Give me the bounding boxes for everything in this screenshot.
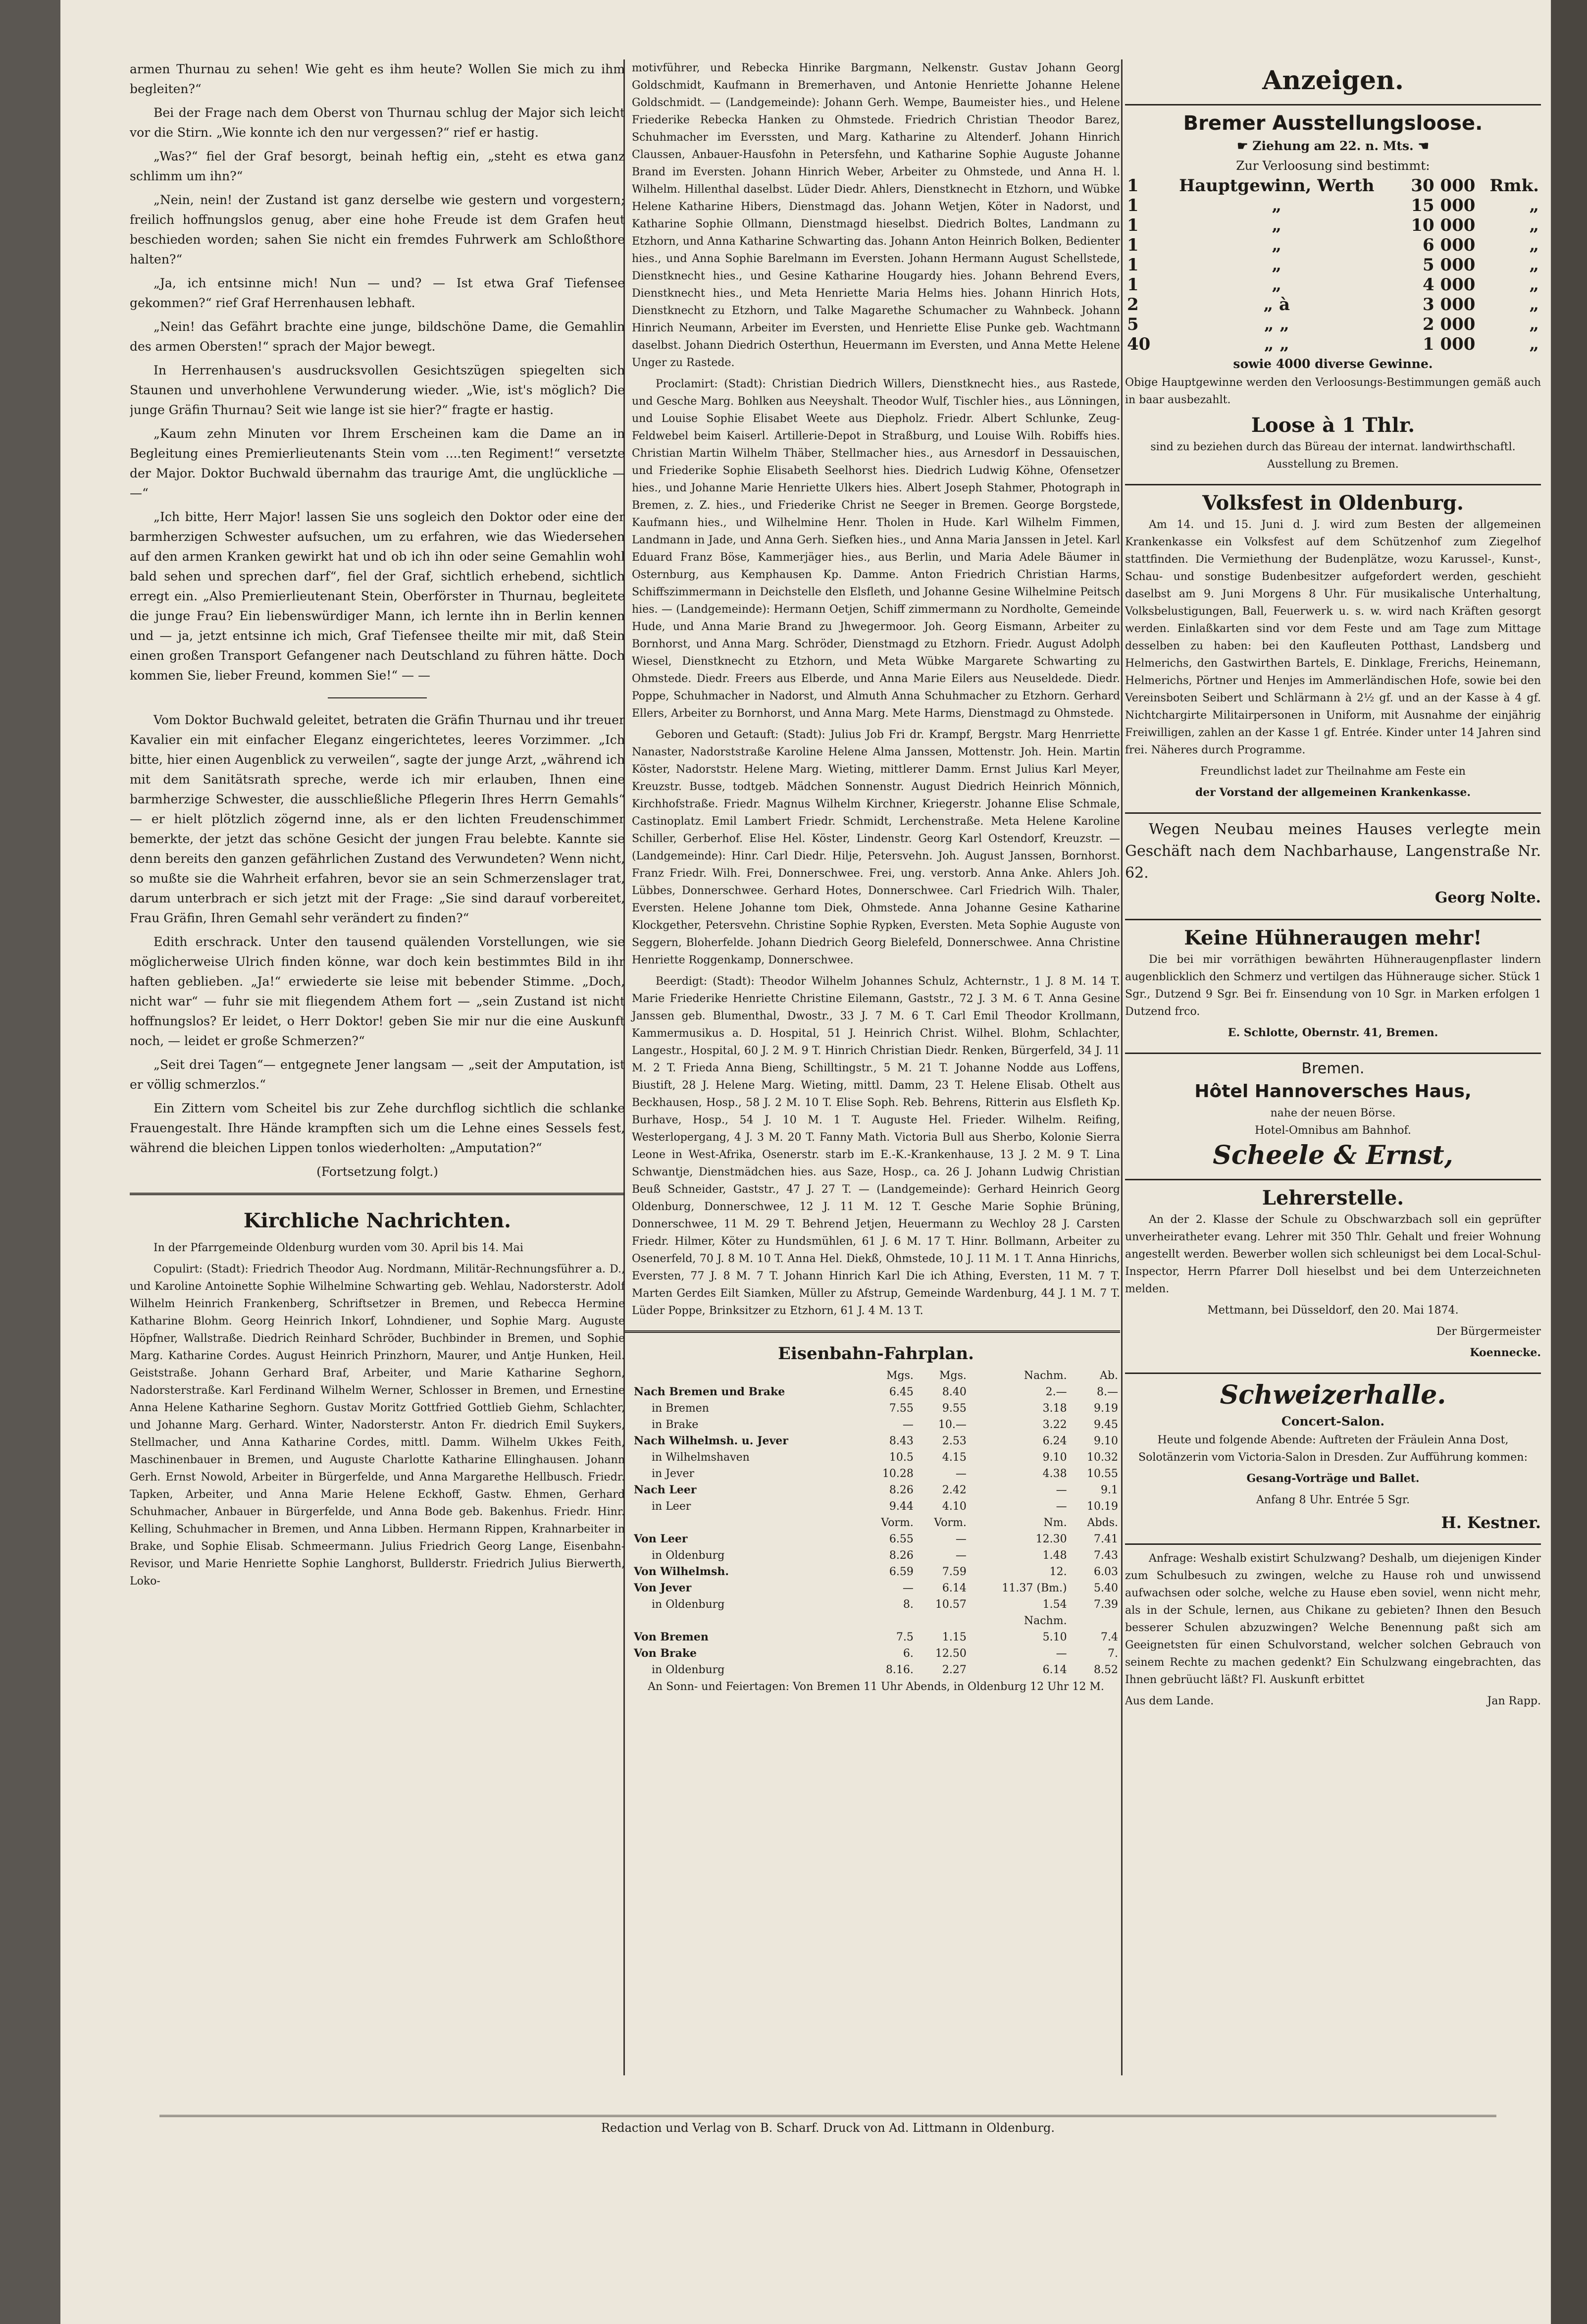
timetable-header-cell: Nachm. [1024, 1615, 1067, 1627]
corn-plaster-text: Die bei mir vorräthigen bewährten Hühneraugenpflaster lindern augenblicklich den Schmerz und vertilgen das Hühnerauge sicher. Stück 1 Sgr., Dutzend 9 Sgr. Bei fr. Einsendung von 10 Sgr. in Marken erfolgen 1 Dutzend frco. [1125, 953, 1541, 1018]
prize-row [1125, 235, 1541, 255]
column-left [130, 59, 625, 2100]
lottery-price: Loose à 1 Thlr. [1251, 414, 1415, 437]
teacher-text: An der 2. Klasse der Schule zu Obschwarzbach soll ein geprüfter unverheiratheter evang. Lehrer mit 350 Thlr. Gehalt und freier Wohnung angestellt werden. Bewerber wollen sich schleunigst bei dem Local-Schul-Inspector, Herrn Pfarrer Doll hieselbst und bei dem Unterzeichneten melden. [1125, 1214, 1541, 1295]
prize-cell: Hauptgewinn, Werth [1179, 176, 1375, 196]
timetable-row [632, 1433, 1120, 1449]
hotel-name: Hôtel Hannoversches Haus, [1194, 1081, 1472, 1102]
timetable-header-cell [863, 1613, 916, 1629]
festival-sign: der Vorstand der allgemeinen Krankenkasse. [1195, 786, 1471, 799]
concert-title: Schweizerhalle. [1220, 1380, 1446, 1410]
story-paragraph: „Was?“ fiel der Graf besorgt, beinah heftig ein, „steht es etwa ganz schlimm um ihn?“ [130, 149, 625, 183]
corn-plaster-sign: E. Schlotte, Obernstr. 41, Bremen. [1228, 1026, 1438, 1039]
story-paragraph: armen Thurnau zu sehen! Wie geht es ihm heute? Wollen Sie mich zu ihm begleiten?“ [130, 62, 625, 96]
relocation-text: Wegen Neubau meines Hauses verlegte mein Geschäft nach dem Nachbarhause, Langenstraße Nr. 62. [1125, 821, 1541, 882]
prize-cell: „ [1272, 215, 1282, 235]
story-paragraph: Bei der Frage nach dem Oberst von Thurnau schlug der Major sich leicht vor die Stirn. „Wie konnte ich den nur vergessen?“ rief er hastig. [130, 106, 625, 140]
timetable-time: 9.45 [1094, 1419, 1118, 1431]
teacher-mayor: Der Bürgermeister [1436, 1325, 1541, 1338]
timetable-route: Von Wilhelmsh. [634, 1565, 729, 1578]
timetable-route: in Jever [652, 1468, 695, 1480]
story-paragraph: Ein Zittern vom Scheitel bis zur Zehe durchflog sichtlich die schlanke Frauengestalt. Ihre Hände krampften sich um die Lehne eines Sessels fest, während die bleichen Lippen tonlos wiederholten: „Amputation?“ [130, 1101, 625, 1155]
church-intro: In der Pfarrgemeinde Oldenburg wurden vom 30. April bis 14. Mai [154, 1242, 523, 1254]
timetable-time: 9.55 [942, 1402, 967, 1415]
continued-note: (Fortsetzung folgt.) [316, 1164, 438, 1179]
prize-row [1125, 295, 1541, 315]
prize-cell: 30 000 [1411, 176, 1476, 196]
serial-story [130, 59, 625, 1182]
timetable-row [632, 1417, 1120, 1433]
prize-cell: 40 [1127, 334, 1151, 354]
relocation-ad [1125, 814, 1541, 920]
timetable-header-row [632, 1613, 1120, 1629]
timetable-time: — [955, 1468, 967, 1480]
prize-cell: „ [1529, 315, 1539, 334]
timetable-route: Von Leer [634, 1532, 688, 1545]
story-paragraph: Edith erschrack. Unter den tausend quälenden Vorstellungen, wie sie möglicherweise Ulrich finden könne, war doch kein bestimmtes Bild in ihr haften geblieben. „Ja!“ erwiederte sie leise mit bebender Stimme. „Doch, nicht war“ — fuhr sie mit fliegendem Athem fort — „sein Zustand ist nicht hoffnungslos? Er leidet, o Herr Doktor! geben Sie mir nur die eine Auskunft noch, — leidet er große Schmerzen?“ [130, 935, 625, 1048]
prize-row [1125, 255, 1541, 275]
timetable-time: 10.32 [1087, 1451, 1118, 1464]
timetable-time: 12.50 [935, 1647, 967, 1660]
timetable-row [632, 1564, 1120, 1580]
timetable-title: Eisenbahn-Fahrplan. [778, 1344, 974, 1364]
concert-subtitle: Concert-Salon. [1281, 1414, 1385, 1428]
corn-plaster-ad [1125, 920, 1541, 1054]
timetable-time: 2.— [1045, 1386, 1067, 1398]
timetable-route: in Wilhelmshaven [652, 1451, 750, 1464]
story-paragraph: Vom Doktor Buchwald geleitet, betraten die Gräfin Thurnau und ihr treuer Kavalier ein mit einfacher Eleganz eingerichtetes, leeres Vorzimmer. „Ich bitte, hier einen Augenblick zu verweilen“, sagte der junge Arzt, „während ich mit dem Sanitätsrath spreche, werde ich mir erlauben, Ihnen eine barmherzige Schwester, die ausschließliche Pflegerin Ihres Herrn Gemahls“ — er hielt plötzlich zögernd inne, als er den lichten Freudenschimmer bemerkte, der jetzt das schöne Gesicht der jungen Frau belebte. Kannte sie denn bereits den ganzen gefährlichen Zustand des Verwundeten? Wenn nicht, so mußte sie die Wahrheit erfahren, bevor sie an sein Schmerzenslager trat, darum unterbrach er sich jetzt mit der Frage: „Sie sind darauf vorbereitet, Frau Gräfin, Ihren Gemahl sehr verändert zu finden?“ [130, 713, 625, 925]
timetable-time: 9.10 [1042, 1451, 1067, 1464]
section-divider [625, 1330, 1120, 1333]
timetable-header-cell: Abds. [1087, 1517, 1118, 1529]
timetable-time: 8.26 [889, 1484, 914, 1496]
prize-table [1125, 176, 1541, 354]
prize-cell: Rmk. [1489, 176, 1539, 196]
teacher-ad [1125, 1180, 1541, 1374]
teacher-place: Mettmann, bei Düsseldorf, den 20. Mai 1874. [1207, 1304, 1459, 1317]
lottery-where: sind zu beziehen durch das Büreau der internat. landwirthschaftl. Ausstellung zu Bremen. [1150, 441, 1516, 471]
timetable-time: 3.22 [1042, 1419, 1067, 1431]
timetable-time: 7.43 [1094, 1549, 1118, 1562]
timetable-row [632, 1384, 1120, 1400]
timetable-time: 1.48 [1042, 1549, 1067, 1562]
prize-cell: „ à [1263, 295, 1290, 315]
timetable-route: Nach Bremen und Brake [634, 1385, 785, 1398]
timetable-time: 8. [903, 1598, 914, 1611]
timetable-time: 3.18 [1042, 1402, 1067, 1415]
prize-cell: 1 [1127, 176, 1139, 196]
timetable-time: — [1056, 1500, 1067, 1513]
timetable-time: 10.28 [882, 1468, 914, 1480]
story-paragraph: „Ja, ich entsinne mich! Nun — und? — Ist etwa Graf Tiefensee gekommen?“ rief Graf Herrenhausen lebhaft. [130, 276, 625, 310]
corn-plaster-title: Keine Hühneraugen mehr! [1184, 926, 1482, 950]
prize-cell: 5 [1127, 315, 1139, 334]
prize-cell: 1 [1127, 215, 1139, 235]
timetable-time: 12.30 [1035, 1533, 1067, 1545]
timetable-header-cell: Mgs. [939, 1370, 967, 1382]
prize-cell: „ [1529, 235, 1539, 255]
timetable-time: 8.16. [885, 1664, 914, 1676]
column-middle [625, 59, 1120, 2100]
timetable-time: 6.03 [1094, 1566, 1118, 1578]
query-sign: Jan Rapp. [1487, 1695, 1541, 1707]
festival-text: Am 14. und 15. Juni d. J. wird zum Besten der allgemeinen Krankenkasse ein Volksfest auf dem Schützenhof zum Ziegelhof stattfinden. Die Vermiethung der Budenplätze, wozu Karussel-, Kunst-, Schau- und sonstige Budenbesitzer aufgefordert werden, geschieht daselbst am 9. Juni Morgens 8 Uhr. Für musikalische Unterhaltung, Volksbelustigungen, Ball, Feuerwerk u. s. w. wird nach Kräften gesorgt werden. Einlaßkarten sind vor dem Feste und am Tage zum Mittage desselben zu haben: bei den Kaufleuten Potthast, Landsberg und Helmerichs, den Gastwirthen Bartels, E. Dinklage, Frerichs, Heinemann, Helmerichs, Pörtner und Henjes im Ammerländischen Hofe, sowie bei den Vereinsboten Seibert und Schlärmann à 2½ gf. und an der Kasse à 4 gf. Nichtchargirte Militairpersonen in Uniform, mit Ausnahme der einjährig Freiwilligen, zahlen an der Kasse 1 gf. Entrée. Kinder unter 14 Jahren sind frei. Näheres durch Programme. [1125, 519, 1541, 756]
concert-sign: H. Kestner. [1441, 1513, 1541, 1532]
concert-ad [1125, 1374, 1541, 1545]
timetable-time: — [902, 1582, 914, 1594]
query-footer [1125, 1692, 1541, 1710]
proclamation-text: Proclamirt: (Stadt): Christian Diedrich Willers, Dienstknecht hies., aus Rastede, und Gesche Marg. Bohlken aus Neeyshalt. Theodor Wulf, Tischler hies., aus Lönningen, und Louise Sophie Elisabet Weete aus Diepholz. Friedr. Albert Schlunke, Zeug-Feldwebel beim Kaiserl. Artillerie-Depot in Straßburg, und Louise Wilh. Robiffs hies. Christian Martin Wilhelm Thäber, Stellmacher hies., aus Arnesdorf in Dessauischen, und Friederike Sophie Elisabeth Seelhorst hies. Diedrich Ludwig Köhne, Ofensetzer hies., und Johanne Marie Henriette Ulkers hies. Albert Joseph Stahmer, Photograph in Bremen, z. Z. hies., und Friederike Christ ne Seeger in Bremen. George Borgstede, Kaufmann hies., und Wilhelmine Henr. Tholen in Hude. Karl Wilhelm Fimmen, Landmann in Jade, und Anna Gerh. Siefken hies., und Anna Maria Janssen in Jetel. Karl Eduard Franz Böse, Kammerjäger hies., aus Berlin, und Maria Adele Bäumer in Osternburg, aus Kemphausen Kp. Damme. Anton Friedrich Christian Harms, Schiffszimmermann in Deichstelle den Elsfleth, und Johanne Gesine Wilhelmine Peitsch hies. — (Landgemeinde): Hermann Oetjen, Schiff zimmermann zu Nordholte, Gemeinde Hude, und Anna Marie Brand zu Jhwegermoor. Joh. Georg Eismann, Arbeiter zu Bornhorst, und Anna Marg. Schröder, Dienstmagd zu Etzhorn. Friedr. August Adolph Wiesel, Dienstknecht zu Etzhorn, und Meta Wübke Margarete Schwarting zu Ohmstede. Diedr. Freers aus Elberde, und Anna Marie Eilers aus Neuseldede. Diedr. Poppe, Schuhmacher in Nadorst, und Almuth Anna Schuhmacher zu Etzhorn. Gerhard Ellers, Arbeiter zu Bornhorst, und Anna Marg. Mete Harms, Dienstmagd zu Ohmstede. [632, 378, 1120, 720]
timetable-time: 9.44 [889, 1500, 914, 1513]
lottery-note: Obige Hauptgewinne werden den Verloosungs-Bestimmungen gemäß auch in baar ausbezahlt. [1125, 376, 1541, 406]
timetable-note: An Sonn- und Feiertagen: Von Bremen 11 Uhr Abends, in Oldenburg 12 Uhr 12 M. [648, 1681, 1104, 1693]
prize-cell: 2 000 [1422, 315, 1476, 334]
timetable-time: 5.10 [1042, 1631, 1067, 1643]
prize-cell: „ „ [1264, 334, 1289, 354]
timetable-route: Von Bremen [634, 1631, 709, 1643]
timetable-time: — [902, 1419, 914, 1431]
column-right [1125, 59, 1541, 2100]
timetable-time: 6.14 [942, 1582, 967, 1594]
church-text: Copulirt: (Stadt): Friedrich Theodor Aug. Nordmann, Militär-Rechnungsführer a. D., und Karoline Antoinette Sophie Wilhelmine Schwarting geb. Wehlau, Nadorsterstr. Adolf Wilhelm Heinrich Frankenberg, Schriftsetzer in Bremen, und Rebecca Hermine Katharine Blohm. Georg Heinrich Inkorf, Lohndiener, und Sophie Marg. Auguste Höpfner, Wallstraße. Diedrich Reinhard Schröder, Buchbinder in Bremen, und Sophie Marg. Katharine Cordes. August Heinrich Prinzhorn, Maurer, und Antje Hunken, Heil. Geiststraße. Johann Gerhard Braf, Arbeiter, und Marie Katharine Seghorn, Nadorsterstraße. Karl Ferdinand Wilhelm Werner, Schlosser in Bremen, und Ernestine Anna Helene Katharine Seghorn. Gustav Moritz Gottfried Gottlieb Giehm, Schlachter, und Johanne Marg. Gerhard. Winter, Nadorsterstr. Anton Fr. diedrich Emil Suykers, Stellmacher, und Anna Katharine Cordes, mittl. Damm. Wilhelm Ukkes Feith, Maschinenbauer in Bremen, und Auguste Charlotte Katharine Ellinghausen. Johann Gerh. Ernst Nowold, Arbeiter in Bürgerfelde, und Anna Margarethe Hellbusch. Friedr. Tapken, Arbeiter, und Anna Marie Helene Eckhoff, Gastw. Ehmen, Gerhard Schuhmacher, Anbauer in Bürgerfelde, und Anna Bode geb. Bakenhus. Friedr. Hinr. Kelling, Schuhmacher in Bremen, und Anna Libben. Hermann Rippen, Krahnarbeiter in Brake, und Sophie Elisab. Schmeermann. Julius Friedrich Georg Lange, Eisenbahn-Revisor, und Marie Henriette Sophie Langhorst, Bullderstr. Friedrich Julius Bierwerth, Loko- [130, 1263, 625, 1587]
timetable-row [632, 1547, 1120, 1564]
prize-cell: „ [1529, 295, 1539, 315]
teacher-name: Koennecke. [1470, 1346, 1541, 1359]
prize-cell: „ [1272, 255, 1282, 275]
story-paragraph: „Ich bitte, Herr Major! lassen Sie uns sogleich den Doktor oder eine der barmherzigen Schwester aufsuchen, um zu erfahren, wie das Wiedersehen auf den armen Kranken gewirkt hat und ob ich ihn oder seine Gemahlin wohl bald sehen und sprechen darf“, fiel der Graf, sichtlich erhebend, sichtlich erregt ein. „Also Premierlieutenant Stein, Oberförster in Thurnau, begleitete die junge Frau? Ein liebenswürdiger Mann, ich lernte ihn in Berlin kennen und — ja, jetzt entsinne ich mich, Graf Tiefensee theilte mir mit, daß Stein einen großen Transport Gefangener nach Deutschland zu führen hätte. Doch kommen Sie, lieber Freund, kommen Sie!“ — — [130, 510, 625, 683]
section-divider [328, 697, 427, 698]
timetable-route: in Oldenburg [652, 1664, 725, 1676]
timetable-header-cell [632, 1368, 863, 1384]
prize-row [1125, 334, 1541, 354]
timetable-header-cell [1069, 1613, 1120, 1629]
timetable-route: Von Brake [634, 1647, 697, 1660]
lottery-draw-text: Ziehung am 22. n. Mts. [1252, 139, 1414, 153]
festival-ad [1125, 485, 1541, 814]
timetable-header-cell [632, 1515, 863, 1531]
concert-time: Anfang 8 Uhr. Entrée 5 Sgr. [1256, 1494, 1410, 1506]
timetable-header-cell [916, 1613, 969, 1629]
prize-row [1125, 315, 1541, 334]
prize-row [1125, 215, 1541, 235]
prize-row [1125, 196, 1541, 215]
pointing-hand-icon: ☛ [1237, 139, 1253, 153]
prize-cell: 1 [1127, 235, 1139, 255]
timetable-time: — [955, 1549, 967, 1562]
timetable-time: 7.41 [1094, 1533, 1118, 1545]
timetable-time: 6.59 [889, 1566, 914, 1578]
timetable-time: 10.5 [889, 1451, 914, 1464]
timetable-row [632, 1482, 1120, 1498]
prize-cell: „ [1272, 275, 1282, 295]
timetable-time: 6.55 [889, 1533, 914, 1545]
hotel-city: Bremen. [1301, 1060, 1365, 1077]
timetable-time: 2.53 [942, 1435, 967, 1447]
timetable-table [632, 1368, 1120, 1678]
timetable-row [632, 1531, 1120, 1547]
prize-cell: 1 [1127, 196, 1139, 215]
hotel-owner: Scheele & Ernst, [1213, 1140, 1453, 1170]
timetable-time: 12. [1049, 1566, 1067, 1578]
timetable-time: 8.43 [889, 1435, 914, 1447]
timetable-time: 10.19 [1087, 1500, 1118, 1513]
lottery-title: Bremer Ausstellungsloose. [1183, 112, 1483, 135]
timetable-header-cell: Vorm. [934, 1517, 967, 1529]
story-paragraph: „Nein! das Gefährt brachte eine junge, bildschöne Dame, die Gemahlin des armen Obersten!“ sprach der Major bewegt. [130, 319, 625, 354]
newspaper-page [60, 0, 1551, 2324]
train-timetable [625, 1344, 1120, 1695]
timetable-time: 8.52 [1094, 1664, 1118, 1676]
ads-header [1125, 59, 1541, 106]
timetable-row [632, 1400, 1120, 1417]
timetable-route: Nach Wilhelmsh. u. Jever [634, 1434, 788, 1447]
festival-invite: Freundlichst ladet zur Theilnahme am Feste ein [1200, 765, 1466, 778]
timetable-header-row [632, 1368, 1120, 1384]
church-news [130, 1209, 625, 1590]
story-paragraph: „Kaum zehn Minuten vor Ihrem Erscheinen kam die Dame an in Begleitung eines Premierlieutenants Stein vom ....ten Regiment!“ versetzte der Major. Doktor Buchwald übernahm das traurige Amt, die unglückliche — —“ [130, 426, 625, 500]
timetable-route: in Brake [652, 1419, 699, 1431]
pointing-hand-icon: ☚ [1413, 139, 1429, 153]
prize-cell: 1 [1127, 255, 1139, 275]
festival-title: Volksfest in Oldenburg. [1202, 491, 1464, 515]
timetable-time: — [955, 1533, 967, 1545]
prize-cell: 3 000 [1422, 295, 1476, 315]
scan-edge [1551, 0, 1587, 2324]
relocation-sign: Georg Nolte. [1434, 889, 1541, 906]
prize-cell: 5 000 [1422, 255, 1476, 275]
prize-cell: „ „ [1264, 315, 1289, 334]
prize-cell: 4 000 [1422, 275, 1476, 295]
lottery-ad [1125, 106, 1541, 485]
lottery-draw [1125, 136, 1541, 156]
timetable-header-cell [632, 1613, 863, 1629]
timetable-route: in Bremen [652, 1402, 709, 1415]
burials-text: Beerdigt: (Stadt): Theodor Wilhelm Johannes Schulz, Achternstr., 1 J. 8 M. 14 T. Marie Friederike Henriette Christine Eilemann, Gaststr., 72 J. 3 M. 6 T. Anna Gesine Janssen geb. Blumenthal, Dwostr., 33 J. 7 M. 6 T. Carl Emil Theodor Krollmann, Kammermusikus a. D. Hospital, 51 J. Heinrich Christ. Wilhel. Blohm, Schlachter, Langestr., Hospital, 60 J. 2 M. 9 T. Hinrich Christian Diedr. Renken, Bürgerfeld, 34 J. 11 M. 2 T. Frieda Anna Bieng, Schilltingstr., 5 M. 21 T. Johanne Nodde aus Loffens, Biustift, 28 J. Helene Marg. Wieting, mittl. Damm, 23 T. Helene Elisab. Othelt aus Beckhausen, Hosp., 58 J. 2 M. 10 T. Elise Soph. Reb. Behrens, Ritterin aus Elsfleth Kp. Burhave, Hosp., 54 J. 10 M. 1 T. Auguste Hel. Frieder. Wilhelm. Reifing, Westerlopergang, 4 J. 3 M. 20 T. Fanny Math. Victoria Bull aus Sherbo, Kolonie Sierra Leone in West-Afrika, Osenerstr. starb im E.-K.-Krankenhause, 13 J. 2 M. 9 T. Lina Schwantje, Dienstmädchen hies. aus Saze, Hosp., ca. 26 J. Johann Ludwig Christian Beuß Schneider, Gaststr., 47 J. 27 T. — (Landgemeinde): Gerhard Heinrich Georg Oldenburg, Donnerschwee, 12 J. 11 M. 12 T. Gesche Marie Sophie Brüning, Donnerschwee, 11 M. 29 T. Behrend Jetjen, Heuermann zu Wechloy 28 J. Carsten Friedr. Hilmer, Köter zu Hundsmühlen, 61 J. 6 M. 17 T. Hinr. Bollmann, Arbeiter zu Osenerfeld, 70 J. 8 M. 10 T. Anna Hel. Diekß, Ohmstede, 10 J. 11 M. 1 T. Anna Hinrichs, Eversten, 77 J. 8 M. 7 T. Johann Hinrich Karl Die ich Athing, Eversten, 11 M. 7 T. Marten Gerdes Eilt Siamken, Müller zu Afstrup, Gemeinde Wardenburg, 44 J. 1 M. 7 T. Lüder Poppe, Brinksitzer zu Etzhorn, 61 J. 4 M. 13 T. [632, 975, 1120, 1317]
story-paragraph: In Herrenhausen's ausdrucksvollen Gesichtszügen spiegelten sich Staunen und unverhohlene Verwunderung wieder. „Wie, ist's möglich? Die junge Gräfin Thurnau? Seit wie lange ist sie hier?“ fragte er hastig. [130, 363, 625, 417]
timetable-time: 10.55 [1087, 1468, 1118, 1480]
timetable-row [632, 1580, 1120, 1596]
births-text: Geboren und Getauft: (Stadt): Julius Job Fri dr. Krampf, Bergstr. Marg Henrriette Nanaster, Nadorststraße Karoline Helene Alma Janssen, Mottenstr. Joh. Hein. Martin Köster, Nadorststr. Helene Marg. Wieting, mittlerer Damm. Ernst Julius Karl Meyer, Kreuzstr. Busse, todtgeb. Mädchen Sonnenstr. August Diedrich Heinrich Mönnich, Kirchhofstraße. Friedr. Magnus Wilhelm Kirchner, Kriegerstr. Johanne Elise Schmale, Castinoplatz. Emil Lambert Friedr. Schmidt, Lerchenstraße. Meta Helene Karoline Schiller, Gerberhof. Elise Hel. Köster, Lindenstr. Georg Karl Ostendorf, Kreuzstr. — (Landgemeinde): Hinr. Carl Diedr. Hilje, Petersvehn. Joh. August Janssen, Bornhorst. Franz Friedr. Wilh. Frei, Donnerschwee. Frei, ung. verstorb. Anna Anke. Ahlers Joh. Lübbes, Donnerschwee. Gerhard Hotes, Donnerschwee. Carl Friedrich Wilh. Thaler, Eversten. Helene Johanne tom Diek, Ohmstede. Anna Johanne Gesine Katharine Klockgether, Petersvehn. Christine Sophie Rypken, Eversten. Meta Sophie Auguste von Seggern, Bloherfelde. Johann Diedrich Georg Bielefeld, Donnerschwee. Anna Christine Henriette Roggenkamp, Donnerschwee. [632, 729, 1120, 966]
hotel-omnibus: Hotel-Omnibus am Bahnhof. [1255, 1124, 1411, 1137]
timetable-time: 5.40 [1094, 1582, 1118, 1594]
hotel-ad [1125, 1054, 1541, 1180]
timetable-time: 8.— [1097, 1386, 1118, 1398]
story-paragraph: „Nein, nein! der Zustand ist ganz derselbe wie gestern und vorgestern; freilich hoffnungslos genug, aber eine hohe Freude ist dem Grafen heut beschieden worden; sahen Sie nicht ein fremdes Fuhrwerk am Schloßthore halten?“ [130, 193, 625, 266]
timetable-row [632, 1645, 1120, 1662]
timetable-time: 6.14 [1042, 1664, 1067, 1676]
timetable-time: 10.57 [935, 1598, 967, 1611]
query-notice [1125, 1545, 1541, 1710]
concert-text: Heute und folgende Abende: Auftreten der Fräulein Anna Dost, Solotänzerin vom Victoria-Salon in Dresden. Zur Aufführung kommen: [1138, 1434, 1528, 1464]
timetable-time: 9.10 [1094, 1435, 1118, 1447]
timetable-header-row [632, 1515, 1120, 1531]
section-divider [130, 1193, 625, 1195]
timetable-time: 11.37 (Bm.) [1002, 1582, 1067, 1594]
concert-program: Gesang-Vorträge und Ballet. [1246, 1472, 1420, 1485]
timetable-time: 9.1 [1101, 1484, 1118, 1496]
timetable-time: 1.15 [942, 1631, 967, 1643]
timetable-route: Von Jever [634, 1582, 692, 1594]
timetable-time: 2.42 [942, 1484, 967, 1496]
timetable-route: in Oldenburg [652, 1598, 725, 1611]
ads-title: Anzeigen. [1262, 65, 1404, 96]
lottery-intro: Zur Verloosung sind bestimmt: [1236, 158, 1430, 173]
prize-cell: „ [1529, 275, 1539, 295]
timetable-time: 1.54 [1042, 1598, 1067, 1611]
prize-cell: „ [1529, 334, 1539, 354]
column-rule [1121, 59, 1123, 2075]
timetable-header-cell: Mgs. [886, 1370, 914, 1382]
query-text: Anfrage: Weshalb existirt Schulzwang? Deshalb, um diejenigen Kinder zum Schulbesuch zu zwingen, welche zu Hause roh und unwissend aufwachsen oder solche, welche zu Hause eben soviel, wenn nicht mehr, als in der Schule, lernen, aus Chikane zu gebieten? Ihnen den Besuch besserer Schulen abzuzwingen? Welche Benennung paßt sich am Geeignetsten für einen Schulvorstand, welcher solchen Gebrauch von seinem Rechte zu machen gedenkt? Ein Schulzwang eingebrachten, das Ihnen gebrüucht läßt? Fl. Auskunft erbittet [1125, 1552, 1541, 1686]
timetable-time: 4.15 [942, 1451, 967, 1464]
prize-row [1125, 275, 1541, 295]
prize-cell: 1 000 [1422, 334, 1476, 354]
hotel-location: nahe der neuen Börse. [1270, 1107, 1396, 1119]
timetable-route: in Oldenburg [652, 1549, 725, 1562]
timetable-row [632, 1629, 1120, 1645]
timetable-row [632, 1596, 1120, 1613]
timetable-header-cell: Nachm. [1024, 1370, 1067, 1382]
timetable-time: — [1056, 1484, 1067, 1496]
timetable-time: — [1056, 1647, 1067, 1660]
prize-cell: „ [1529, 215, 1539, 235]
timetable-time: 6.45 [889, 1386, 914, 1398]
prize-cell: 1 [1127, 275, 1139, 295]
prize-row [1125, 176, 1541, 196]
timetable-row [632, 1466, 1120, 1482]
lottery-more: sowie 4000 diverse Gewinne. [1233, 357, 1433, 371]
query-from: Aus dem Lande. [1125, 1695, 1214, 1707]
prize-cell: „ [1529, 196, 1539, 215]
prize-cell: 2 [1127, 295, 1139, 315]
timetable-time: 8.40 [942, 1386, 967, 1398]
timetable-route: Nach Leer [634, 1483, 697, 1496]
prize-cell: „ [1272, 235, 1282, 255]
church-text-continued: motivführer, und Rebecka Hinrike Bargmann, Nelkenstr. Gustav Johann Georg Goldschmidt, Kaufmann in Bremerhaven, und Antonie Henriette Johanne Helene Goldschmidt. — (Landgemeinde): Johann Gerh. Wempe, Baumeister hies., und Helene Friederike Rebecka Hanken zu Ohmstede. Friedrich Christian Theodor Barez, Schuhmacher im Everssten, und Marg. Katharine zu Altenderf. Johann Hinrich Claussen, Anbauer-Hausfohn in Petersfehn, und Katharine Sophie Auguste Johanne Brand im Eversten. Johann Hinrich Weber, Arbeiter zu Ohmstede, und Anna H. l. Wilhelm. Hillenthal daselbst. Lüder Diedr. Ahlers, Dienstknecht in Etzhorn, und Wübke Helene Katharine Hibers, Dienstmagd das. Johann Wetjen, Köter in Nadorst, und Katharine Sophie Ollmann, Dienstmagd hieselbst. Diedrich Boltes, Landmann zu Etzhorn, und Anna Katharine Schwarting das. Johann Anton Heinrich Bolken, Bedienter hies., und Anna Sophie Barelmann im Eversten. Johann Hermann August Schellstede, Dienstknecht hies., und Gesine Katharine Hougardy hies. Johann Behrend Evers, Dienstknecht hies., und Meta Henriette Maria Helms hies. Johann Hinrich Hots, Dienstknecht zu Etzhorn, und Talke Magarethe Schumacher zu Wahnbeck. Johann Hinrich Neumann, Arbeiter im Eversten, und Henriette Elise Punke geb. Wachtmann daselbst. Johann Diedrich Osterthun, Heuermann im Eversten, und Anna Mette Helene Unger zu Rastede. [632, 62, 1120, 369]
prize-cell: „ [1529, 255, 1539, 275]
timetable-row [632, 1449, 1120, 1466]
prize-cell: „ [1272, 196, 1282, 215]
timetable-header-cell: Nm. [1043, 1517, 1067, 1529]
timetable-time: 7.39 [1094, 1598, 1118, 1611]
story-paragraph: „Seit drei Tagen“— entgegnete Jener langsam — „seit der Amputation, ist er völlig schmerzlos.“ [130, 1057, 625, 1092]
timetable-time: 6. [903, 1647, 914, 1660]
timetable-time: 4.38 [1042, 1468, 1067, 1480]
timetable-time: 7. [1108, 1647, 1118, 1660]
prize-cell: 10 000 [1411, 215, 1476, 235]
timetable-row [632, 1498, 1120, 1515]
timetable-time: 7.5 [896, 1631, 914, 1643]
timetable-time: 6.24 [1042, 1435, 1067, 1447]
prize-cell: 15 000 [1411, 196, 1476, 215]
timetable-header-cell: Ab. [1100, 1370, 1118, 1382]
timetable-time: 7.59 [942, 1566, 967, 1578]
timetable-row [632, 1662, 1120, 1678]
teacher-title: Lehrerstelle. [1262, 1186, 1404, 1210]
timetable-route: in Leer [652, 1500, 691, 1513]
timetable-time: 4.10 [942, 1500, 967, 1513]
church-news-title: Kirchliche Nachrichten. [243, 1209, 512, 1232]
timetable-time: 9.19 [1094, 1402, 1118, 1415]
timetable-time: 10.— [938, 1419, 967, 1431]
timetable-header-cell: Vorm. [881, 1517, 914, 1529]
timetable-time: 2.27 [942, 1664, 967, 1676]
imprint-footer: Redaction und Verlag von B. Scharf. Druck von Ad. Littmann in Oldenburg. [159, 2115, 1496, 2135]
timetable-time: 7.55 [889, 1402, 914, 1415]
timetable-time: 7.4 [1101, 1631, 1118, 1643]
prize-cell: 6 000 [1422, 235, 1476, 255]
timetable-time: 8.26 [889, 1549, 914, 1562]
